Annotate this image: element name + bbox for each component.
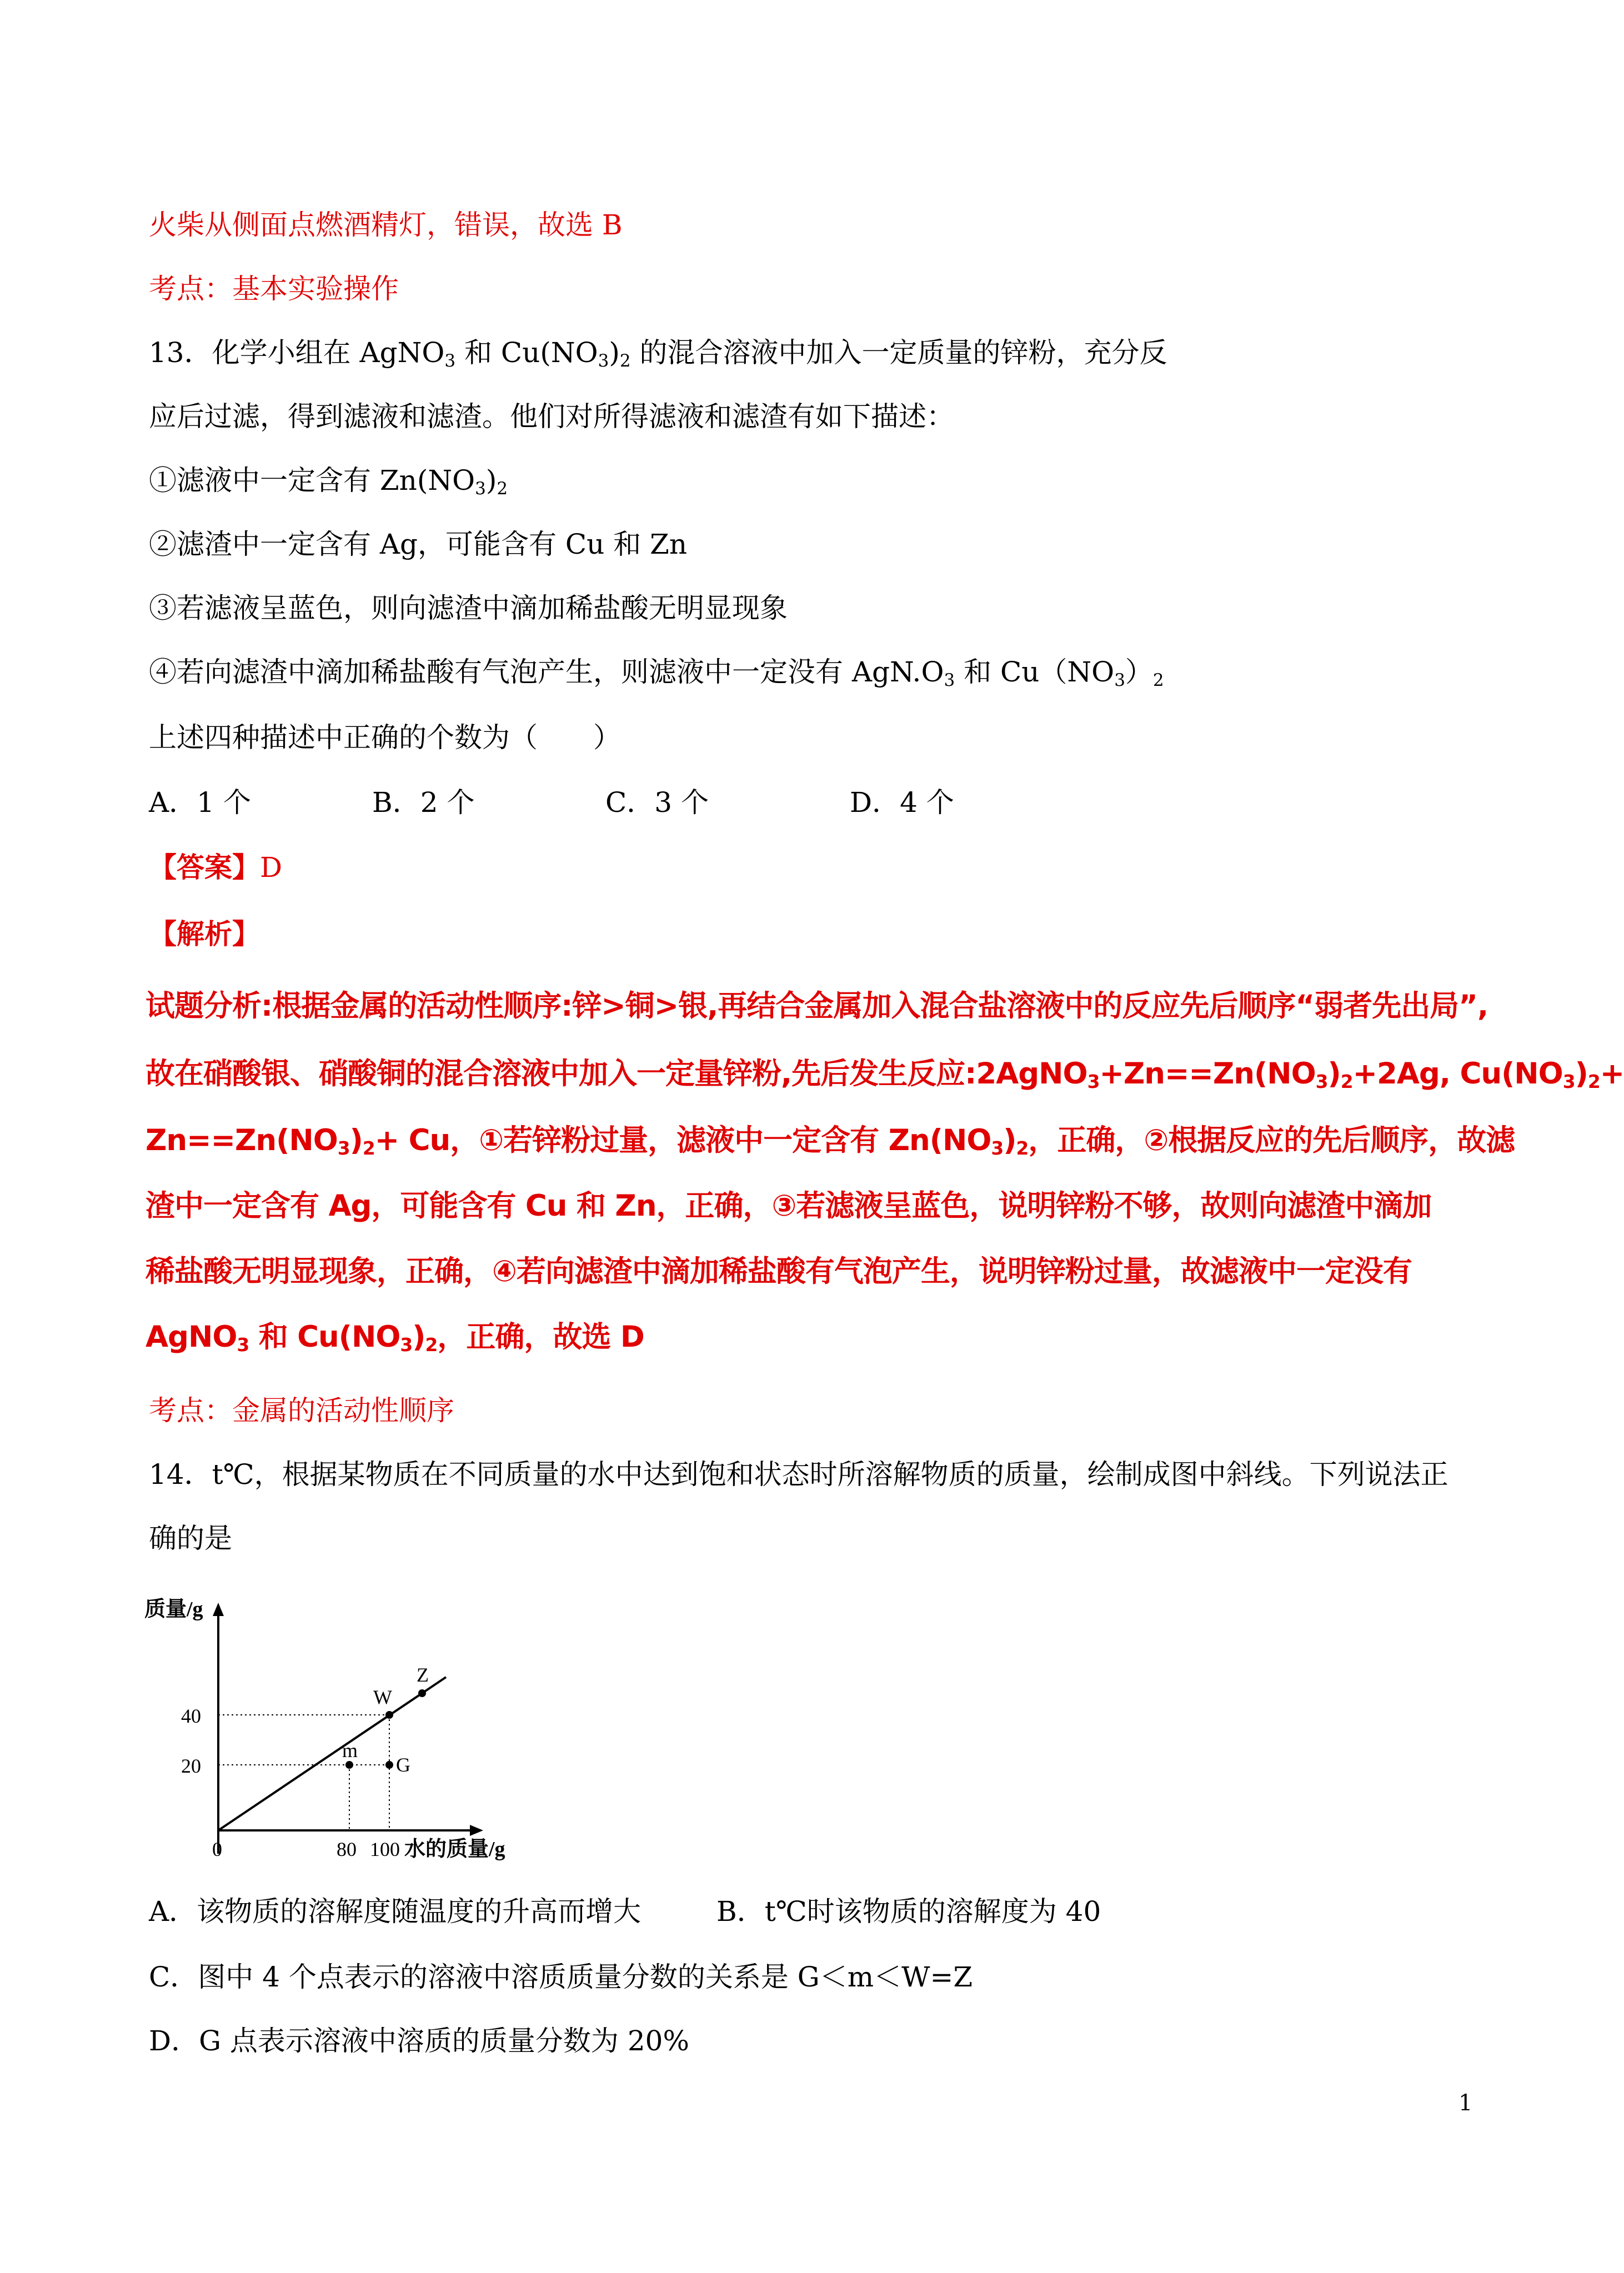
point-g bbox=[385, 1761, 393, 1769]
q13-question: 上述四种描述中正确的个数为（ ） bbox=[149, 721, 621, 754]
q13-option-b: B．2 个 bbox=[372, 786, 475, 819]
q13-option-d: D．4 个 bbox=[850, 786, 954, 819]
x-tick-80: 80 bbox=[337, 1838, 357, 1860]
q13-explanation-line1: 试题分析:根据金属的活动性顺序:锌>铜>银,再结合金属加入混合盐溶液中的反应先后顺序“弱者先出局”, bbox=[146, 989, 1488, 1023]
y-axis-label: 质量/g bbox=[144, 1598, 203, 1621]
saturation-line bbox=[218, 1677, 446, 1830]
q13-answer: 【答案】D bbox=[149, 851, 283, 884]
q13-statement-2: ②滤渣中一定含有 Ag，可能含有 Cu 和 Zn bbox=[149, 528, 688, 560]
q13-analysis-label: 【解析】 bbox=[149, 917, 260, 950]
q13-kaodian: 考点：金属的活动性顺序 bbox=[149, 1394, 454, 1427]
q13-statement-3: ③若滤液呈蓝色，则向滤渣中滴加稀盐酸无明显现象 bbox=[149, 592, 788, 624]
label-g: G bbox=[396, 1754, 410, 1776]
point-z bbox=[418, 1689, 426, 1697]
x-axis-label: 水的质量/g bbox=[404, 1838, 505, 1861]
solubility-graph bbox=[143, 1593, 532, 1870]
label-m: m bbox=[342, 1739, 358, 1762]
q13-statement-4: ④若向滤渣中滴加稀盐酸有气泡产生，则滤液中一定没有 $AgN.O_3$ 和 $Cu(NO_3)_2$ bbox=[149, 656, 1164, 690]
prev-kaodian: 考点：基本实验操作 bbox=[149, 273, 399, 305]
prev-answer-text: 火柴从侧面点燃酒精灯，错误，故选 B bbox=[149, 209, 623, 241]
q13-explanation-line5: 稀盐酸无明显现象，正确，④若向滤渣中滴加稀盐酸有气泡产生，说明锌粉过量，故滤液中一定没有 bbox=[146, 1255, 1412, 1288]
q13-explanation-line2: 故在硝酸银、硝酸铜的混合溶液中加入一定量锌粉,先后发生反应$:2AgNO_3+Zn==Zn(NO_3)_2+2Ag$, $Cu(NO_3)_2+$ bbox=[146, 1057, 1624, 1093]
y-tick-20: 20 bbox=[181, 1755, 201, 1777]
q14-stem-line2: 确的是 bbox=[149, 1522, 232, 1554]
x-tick-100: 100 bbox=[370, 1838, 400, 1860]
label-w: W bbox=[373, 1686, 392, 1708]
y-tick-40: 40 bbox=[181, 1705, 201, 1727]
origin-label: 0 bbox=[212, 1838, 222, 1860]
q14-option-a: A．该物质的溶解度随温度的升高而增大 bbox=[149, 1895, 641, 1928]
q14-option-d: D．G 点表示溶液中溶质的质量分数为 20% bbox=[149, 2025, 689, 2057]
y-axis-arrow bbox=[213, 1603, 224, 1616]
x-axis-arrow bbox=[470, 1825, 483, 1836]
page-number: 1 bbox=[1458, 2090, 1473, 2116]
q13-statement-1: ①滤液中一定含有 $Zn(NO_3)_2$ bbox=[149, 464, 508, 499]
q14-option-b: B．t℃时该物质的溶解度为 40 bbox=[716, 1895, 1101, 1928]
q13-option-a: A．1 个 bbox=[149, 786, 251, 819]
q13-stem-line1: 13．化学小组在 AgNO$_3$ 和 $Cu(NO_3)_2$ 的混合溶液中加入一定质量的锌粉，充分反 bbox=[149, 337, 1167, 371]
q13-explanation-line3: $Zn==Zn(NO_3)_2+ Cu$，①若锌粉过量，滤液中一定含有 $Zn(NO_3)_2$，正确，②根据反应的先后顺序，故滤 bbox=[146, 1123, 1515, 1160]
label-z: Z bbox=[417, 1664, 429, 1686]
q13-stem-line2: 应后过滤，得到滤液和滤渣。他们对所得滤液和滤渣有如下描述： bbox=[149, 400, 954, 433]
point-w bbox=[385, 1711, 393, 1719]
q13-explanation-line6: AgNO$_3$ 和 $Cu(NO_3)_2$，正确，故选 D bbox=[146, 1320, 644, 1356]
q14-option-c: C．图中 4 个点表示的溶液中溶质质量分数的关系是 G＜m＜W=Z bbox=[149, 1961, 973, 1993]
q13-explanation-line4: 渣中一定含有 Ag，可能含有 Cu 和 Zn，正确，③若滤液呈蓝色，说明锌粉不够，故则向滤渣中滴加 bbox=[146, 1189, 1432, 1223]
q14-stem-line1: 14．t℃，根据某物质在不同质量的水中达到饱和状态时所溶解物质的质量，绘制成图中斜线。下列说法正 bbox=[149, 1458, 1448, 1491]
point-m bbox=[345, 1761, 353, 1769]
q13-option-c: C．3 个 bbox=[605, 786, 709, 819]
